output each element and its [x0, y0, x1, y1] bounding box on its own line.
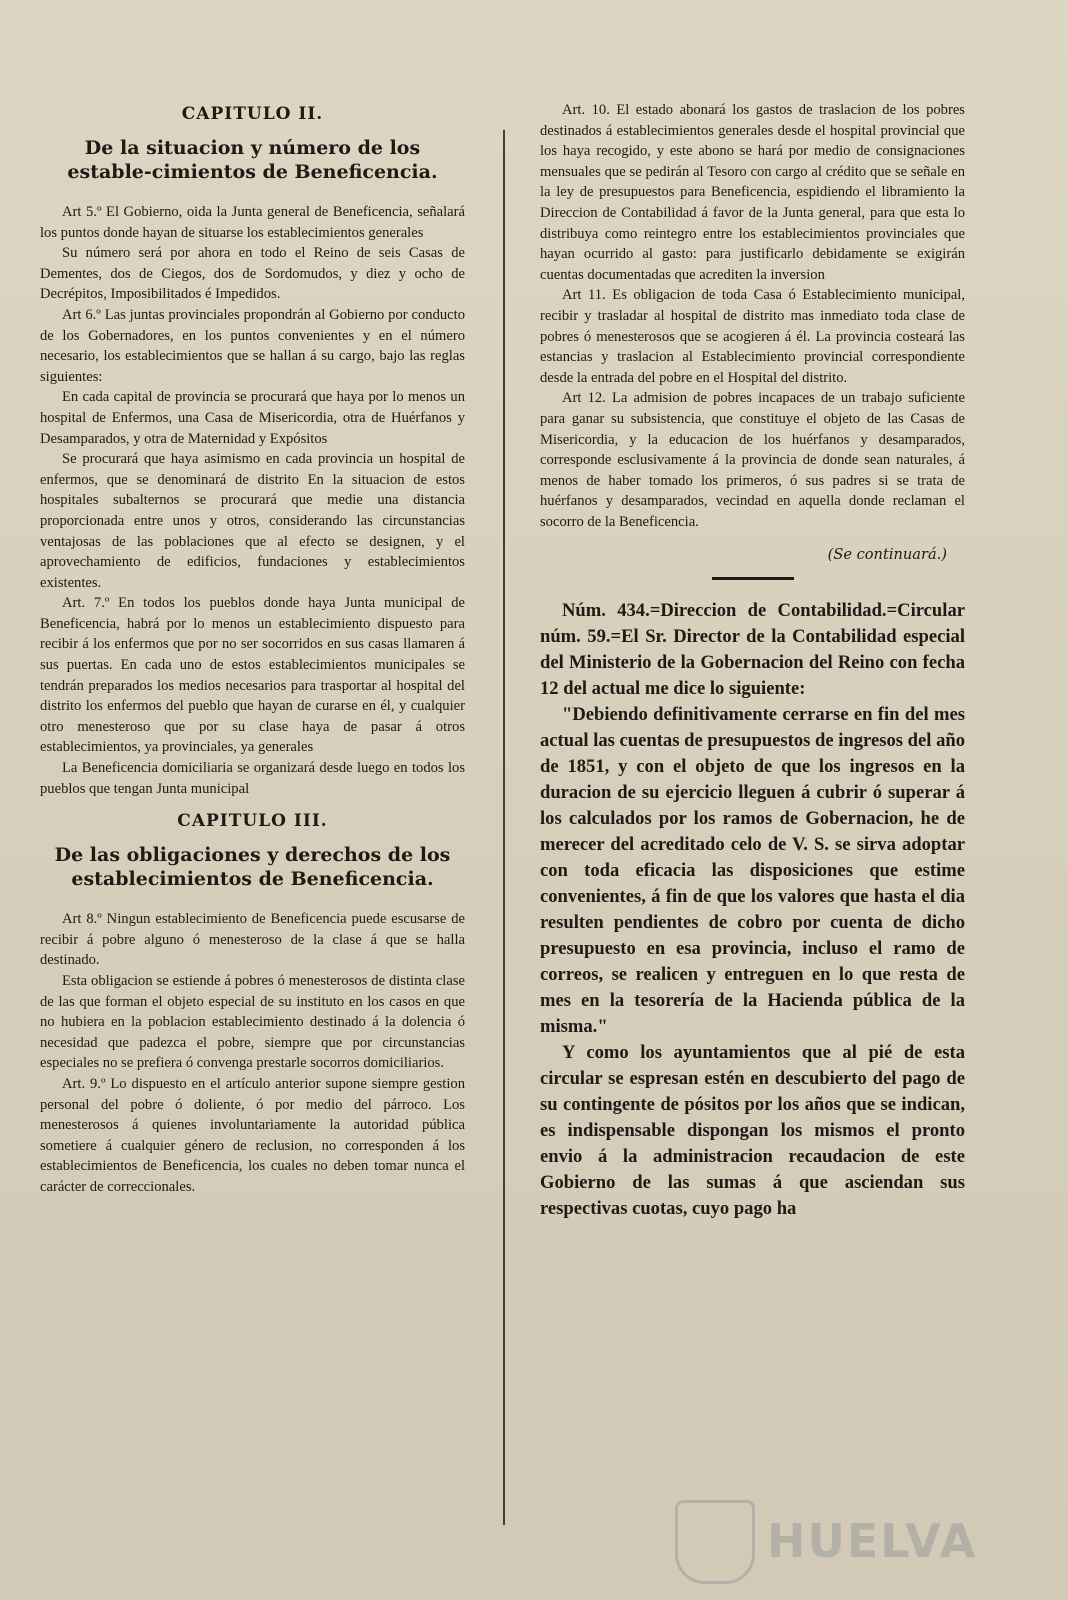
circular-final: Y como los ayuntamientos que al pié de esta circular se espresan estén en descubierto del pago de su contingente de pósitos por los años que se indican, es indispensable dispongan los mismos el pronto envio á la administracion recaudacion de este Gobierno de las sumas á que asciendan sus respectivas cuotas, cuyo pago ha	[540, 1042, 965, 1220]
article-8-continued: Esta obligacion se estiende á pobres ó menesterosos de distinta clase de las que forman el objeto especial de su instituto en los casos en que no hubiera en la poblacion establecimiento destinado á la dolencia ó necesidad que padezca el pobre, siempre que por circunstancias especiales no se prefiera ó convenga prestarle socorros domiciliarios.	[40, 973, 465, 1072]
watermark-text: HUELVA	[767, 1514, 978, 1568]
article-7-continued: La Beneficencia domiciliaria se organizará desde luego en todos los pueblos que tengan Junta municipal	[40, 760, 465, 797]
chapter-3-heading: CAPITULO III.	[177, 811, 328, 832]
chapter-2-heading: CAPITULO II.	[181, 104, 324, 124]
article-6-rule-1: En cada capital de provincia se procurará que haya por lo menos un hospital de Enfermos, una Casa de Misericordia, otra de Huérfanos y Desamparados, y otra de Maternidad y Expósitos	[40, 389, 465, 447]
article-8: Art 8.º Ningun establecimiento de Beneficencia puede escusarse de recibir á pobre alguno ó menesteroso de la clase á que se halla destinado.	[40, 911, 465, 969]
circular-quote: "Debiendo definitivamente cerrarse en fin del mes actual las cuentas de presupuestos de ingresos del año de 1851, y con el objeto de que los ingresos en la duracion de su ejercicio lleguen á cubrir ó superar á los calculados por los ramos de Gobernacion, he de merecer del acreditado celo de V. S. se sirva adoptar con toda eficacia las disposiciones que estime convenientes, á fin de que los valores que hasta el dia resulten pendientes de cobro por cuenta de dicho presupuesto en esa provincia, incluso el ramo de correos, se realicen y entreguen en lo que resta de mes en la tesorería de la Hacienda pública de la misma."	[540, 704, 965, 1038]
column-divider	[503, 130, 505, 1525]
article-6-rule-2: Se procurará que haya asimismo en cada provincia un hospital de enfermos, que se denominará de distrito En la situacion de estos hospitales subalternos se procurará que medie una distancia proporcionada entre unos y otros, considerando las circunstancias ventajosas de las poblaciones que al efecto se designen, y el aprovechamiento de edificios, fundaciones y establecimientos existentes.	[40, 451, 465, 591]
right-column	[540, 100, 965, 1222]
article-10: Art. 10. El estado abonará los gastos de traslacion de los pobres destinados á establecimientos generales desde el hospital provincial que los haya recogido, y este abono se hará por medio de consignaciones mensuales que se pedirán al Tesoro con cargo al crédito que se señale en la ley de presupuestos para Beneficencia, espidiendo el libramiento la Direccion de Contabilidad á favor de la Junta general, para que esta lo distribuya como reintegro entre los establecimientos provinciales que hayan ocurrido al gasto: para justificarlo debidamente se exigirán cuentas documentadas que acrediten la inversion	[540, 102, 965, 283]
continued-note: (Se continuará.)	[827, 546, 947, 564]
library-watermark	[675, 1500, 978, 1580]
chapter-3-title: De las obligaciones y derechos de los establecimientos de Beneficencia.	[54, 844, 451, 891]
article-7: Art. 7.º En todos los pueblos donde haya Junta municipal de Beneficencia, habrá por lo menos un establecimiento dispuesto para recibir á los enfermos que por no ser socorridos en sus casas llamaren á sus puertas. En cada uno de estos establecimientos municipales se tendrán preparados los medios necesarios para trasportar al hospital del distrito los enfermos del pueblo que hayan de curarse en él, y cualquier otro menesteroso que por su clase haya de pasar á otros establecimientos, ya provinciales, ya generales	[40, 595, 465, 756]
article-6: Art 6.º Las juntas provinciales propondrán al Gobierno por conducto de los Gobernadores, en los puntos convenientes y en el número necesario, los establecimientos que se hallan á su cargo, bajo las reglas siguientes:	[40, 306, 465, 385]
article-9: Art. 9.º Lo dispuesto en el artículo anterior supone siempre gestion personal del pobre ó doliente, ó por medio del párroco. Los menesterosos á quienes involuntariamente la autoridad pública sometiere á cualquier género de reclusion, no corresponden á los establecimientos de Beneficencia, los cuales no deben tomar nunca el carácter de correccionales.	[40, 1075, 465, 1195]
seal-icon	[675, 1500, 755, 1584]
chapter-2-title: De la situacion y número de los estable-cimientos de Beneficencia.	[67, 137, 438, 183]
circular-434-heading: Núm. 434.=Direccion de Contabilidad.=Circular núm. 59.=El Sr. Director de la Contabilidad especial del Ministerio de la Gobernacion del Reino con fecha 12 del actual me dice lo siguiente:	[540, 600, 965, 700]
section-rule	[712, 577, 794, 580]
article-11: Art 11. Es obligacion de toda Casa ó Establecimiento municipal, recibir y trasladar al hospital de distrito mas inmediato toda clase de pobres ó menesterosos que se acogieren á él. La provincia costeará las estancias y traslacion al Establecimiento provincial correspondiente desde la entrada del pobre en el Hospital del distrito.	[540, 287, 965, 386]
left-column	[40, 100, 465, 1198]
article-5-continued: Su número será por ahora en todo el Reino de seis Casas de Dementes, dos de Ciegos, dos de Sordomudos, y diez y ocho de Decrépitos, Imposibilitados é Impedidos.	[40, 245, 465, 303]
article-5: Art 5.º El Gobierno, oida la Junta general de Beneficencia, señalará los puntos donde hayan de situarse los establecimientos generales	[40, 204, 465, 241]
article-12: Art 12. La admision de pobres incapaces de un trabajo suficiente para ganar su subsistencia, que constituye el objeto de las Casas de Misericordia, y la educacion de los huérfanos y desamparados, corresponde esclusivamente á la provincia de donde sean naturales, á menos de haber tomado los primeros, ó sus padres si se trata de huérfanos y desamparados, vecindad en aquella donde reclaman el socorro de la Beneficencia.	[540, 390, 965, 530]
